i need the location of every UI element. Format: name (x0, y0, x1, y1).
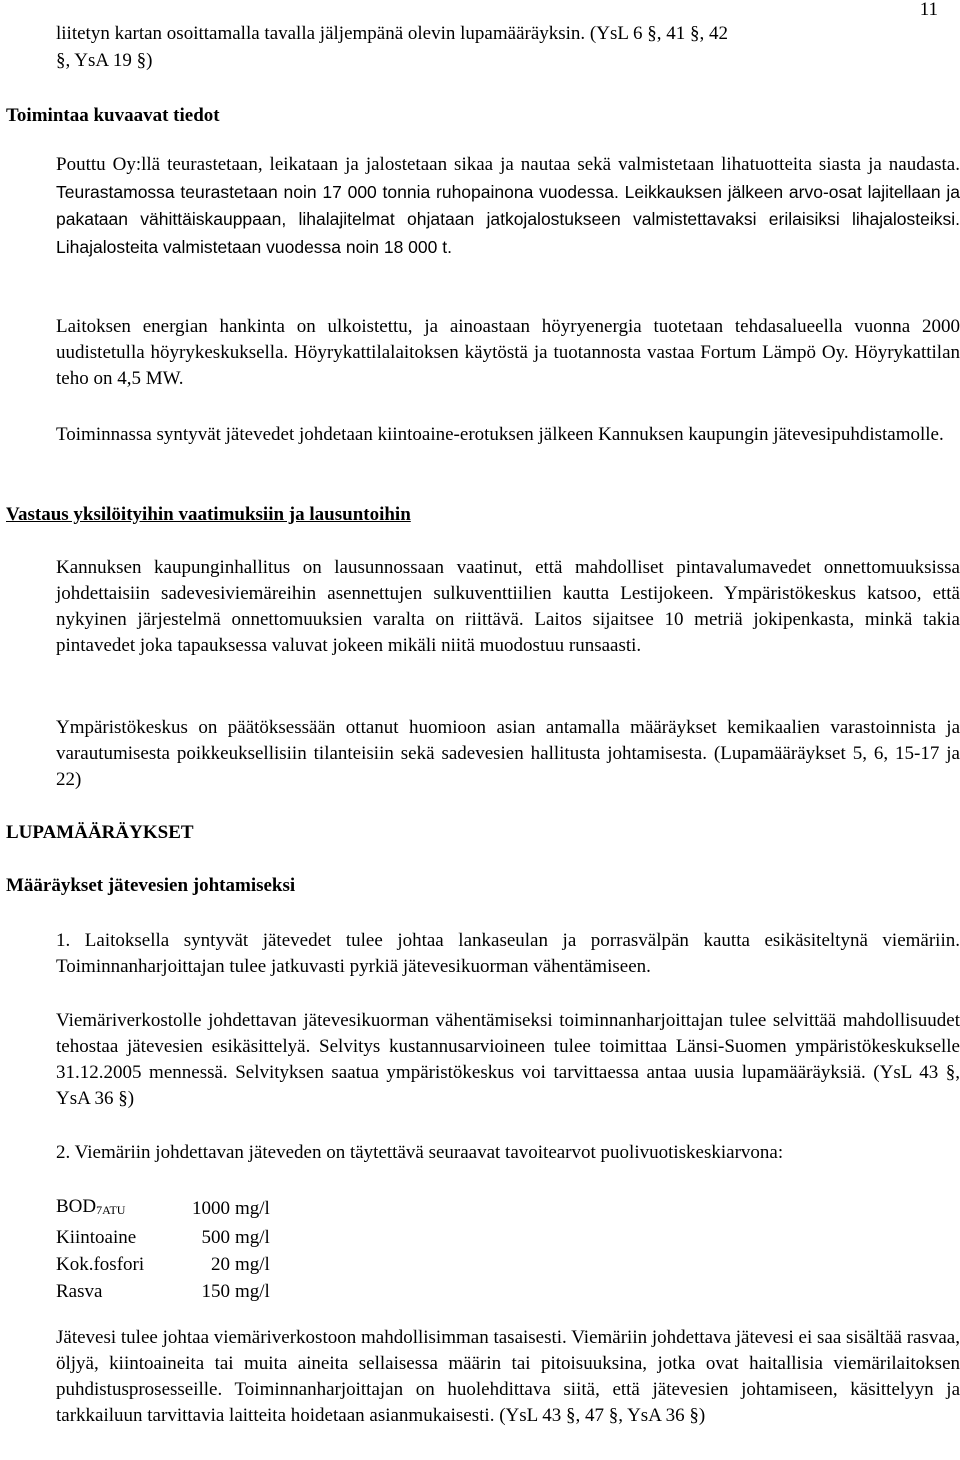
paragraph-toiminta-1-serif: Pouttu Oy:llä teurastetaan, leikataan ja jalostetaan sikaa ja nautaa sekä valmistetaan lihatuotteita siasta ja naudasta. (56, 154, 960, 175)
limit-unit: mg/l (235, 1281, 270, 1302)
limit-value: 500 (201, 1227, 230, 1248)
limit-value: 150 (201, 1281, 230, 1302)
paragraph-toiminta-1 (56, 152, 960, 261)
table-row (56, 1224, 270, 1251)
limit-value: 1000 (192, 1198, 230, 1219)
limit-value: 20 (211, 1254, 230, 1275)
paragraph-toiminta-1-sans: Teurastamossa teurastetaan noin 17 000 tonnia ruhopainona vuodessa. Leikkauksen jälkeen arvo-osat lajitellaan ja pakataan vähittäiskauppaan, lihalajitelmat ohjataan jatkojalostukseen valmistettavaksi erilaisiksi lihajalosteiksi. Lihajalosteita valmistetaan vuodessa noin 18 000 t. (56, 181, 960, 257)
intro-line-2: §, YsA 19 §) (56, 50, 153, 71)
limit-unit: mg/l (235, 1198, 270, 1219)
paragraph-toiminta-2: Laitoksen energian hankinta on ulkoistettu, ja ainoastaan höyryenergia tuotetaan tehdasalueella vuonna 2000 uudistetulla höyrykeskuksella. Höyrykattilalaitoksen käytöstä ja tuotannosta vastaa Fortum Lämpö Oy. Höyrykattilan teho on 4,5 MW. (56, 316, 960, 389)
limit-values-table (56, 1193, 270, 1305)
heading-lupamaaraykset: LUPAMÄÄRÄYKSET (6, 822, 194, 843)
regulation-item-1: 1. Laitoksella syntyvät jätevedet tulee johtaa lankaseulan ja porrasvälpän kautta esikäsiteltynä viemäriin. Toiminnanharjoittajan tulee jatkuvasti pyrkiä jätevesikuorman vähentämiseen. (56, 930, 960, 977)
limit-name: Kok.fosfori (56, 1254, 145, 1275)
limit-unit: mg/l (235, 1227, 270, 1248)
intro-line-1: liitetyn kartan osoittamalla tavalla jäljempänä olevin lupamääräyksin. (YsL 6 §, 41 §, 42 (56, 23, 729, 44)
table-row (56, 1193, 270, 1224)
subheading-jatevedet: Määräykset jätevesien johtamiseksi (6, 875, 296, 896)
limit-name: Kiintoaine (56, 1227, 137, 1248)
regulation-item-2: 2. Viemäriin johdettavan jäteveden on täytettävä seuraavat tavoitearvot puolivuotiskeskiarvona: (56, 1142, 784, 1163)
intro-paragraph (56, 20, 960, 74)
page-number: 11 (919, 0, 938, 20)
limit-name: Rasva (56, 1281, 103, 1302)
paragraph-vastaus-1: Kannuksen kaupunginhallitus on lausunnossaan vaatinut, että mahdolliset pintavalumavedet onnettomuuksissa johdettaisiin sadevesiviemäreihin asennettujen sulkuventtiilien kautta Lestijokeen. Ympäristökeskus katsoo, että nykyinen järjestelmä onnettomuuksien varalta on riittävä. Laitos sijaitsee 10 metriä jokipenkasta, minkä takia pintavedet joka tapauksessa valuvat jokeen mikäli niitä muodostuu runsaasti. (56, 557, 960, 656)
heading-toiminta: Toimintaa kuvaavat tiedot (6, 105, 220, 126)
paragraph-toiminta-3: Toiminnassa syntyvät jätevedet johdetaan kiintoaine-erotuksen jälkeen Kannuksen kaupungin jätevesipuhdistamolle. (56, 424, 944, 445)
limit-unit: mg/l (235, 1254, 270, 1275)
regulation-item-1-paragraph-2: Viemäriverkostolle johdettavan jätevesikuorman vähentämiseksi toiminnanharjoittajan tulee selvittää mahdollisuudet tehostaa jätevesien esikäsittelyä. Selvitys kustannusarvioineen tulee toimittaa Länsi-Suomen ympäristökeskukselle 31.12.2005 mennessä. Selvityksen saatua ympäristökeskus voi tarvittaessa antaa uusia lupamääräyksiä. (YsL 43 §, YsA 36 §) (56, 1010, 960, 1109)
limit-name: $BOD_{7ATU}$ (56, 1196, 126, 1217)
heading-vastaus: Vastaus yksilöityihin vaatimuksiin ja lausuntoihin (6, 504, 411, 525)
table-row (56, 1278, 270, 1305)
paragraph-vastaus-2: Ympäristökeskus on päätöksessään ottanut huomioon asian antamalla määräykset kemikaalien varastoinnista ja varautumisesta poikkeuksellisiin tilanteisiin sekä sadevesien hallitusta johtamisesta. (Lupamääräykset 5, 6, 15-17 ja 22) (56, 717, 960, 790)
table-row (56, 1251, 270, 1278)
regulation-final-paragraph: Jätevesi tulee johtaa viemäriverkostoon mahdollisimman tasaisesti. Viemäriin johdettava jätevesi ei saa sisältää rasvaa, öljyä, kiintoaineita tai muita aineita sellaisessa määrin tai pitoisuuksina, jotka ovat haitallisia viemärilaitoksen puhdistusprosesseille. Toiminnanharjoittajan on huolehdittava siitä, että jätevesien johtamiseen, käsittelyyn ja tarkkailuun tarvittavia laitteita hoidetaan asianmukaisesti. (YsL 43 §, 47 §, YsA 36 §) (56, 1327, 960, 1426)
